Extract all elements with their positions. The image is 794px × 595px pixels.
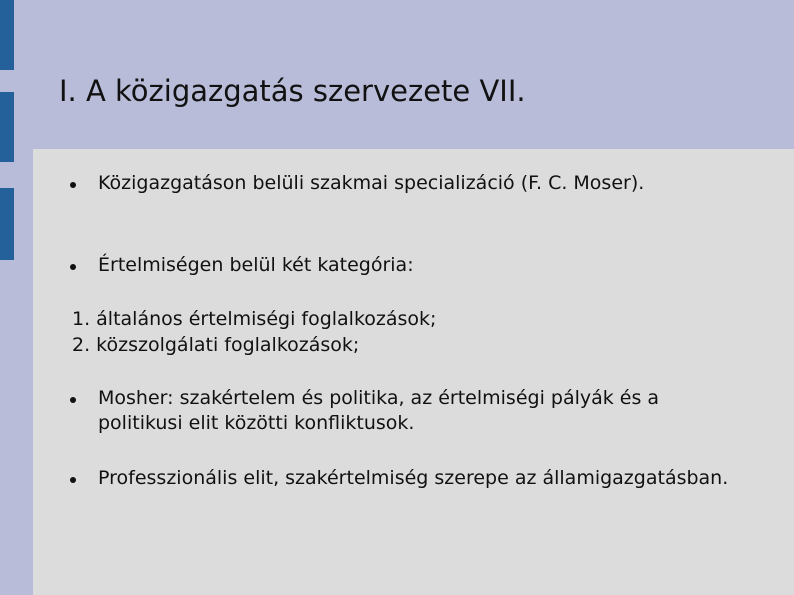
accent-bar-top — [0, 0, 14, 70]
bullet-item — [98, 466, 738, 491]
numbered-text: 1. általános értelmiségi foglalkozások; — [72, 308, 437, 330]
bullet-text: Professzionális elit, szakértelmiség szerepe az államigazgatásban. — [98, 467, 729, 489]
bullet-item — [98, 253, 738, 278]
bullet-dot-icon — [70, 477, 76, 483]
bullet-dot-icon — [70, 264, 76, 270]
bullet-text: Mosher: szakértelem és politika, az értelmiségi pályák és a politikusi elit közötti konfliktusok. — [98, 387, 660, 435]
bullet-dot-icon — [70, 182, 76, 188]
bullet-text: Értelmiségen belül két kategória: — [98, 254, 414, 276]
bullet-item — [98, 171, 738, 196]
numbered-item — [72, 333, 722, 358]
bullet-dot-icon — [70, 397, 76, 403]
slide-title: I. A közigazgatás szervezete VII. — [59, 74, 526, 108]
bullet-item — [98, 386, 738, 436]
bullet-text: Közigazgatáson belüli szakmai specializáció (F. C. Moser). — [98, 172, 645, 194]
numbered-text: 2. közszolgálati foglalkozások; — [72, 334, 360, 356]
accent-bar-bottom — [0, 188, 14, 260]
content-panel — [33, 149, 794, 595]
accent-bar-middle — [0, 92, 14, 162]
numbered-item — [72, 307, 722, 332]
